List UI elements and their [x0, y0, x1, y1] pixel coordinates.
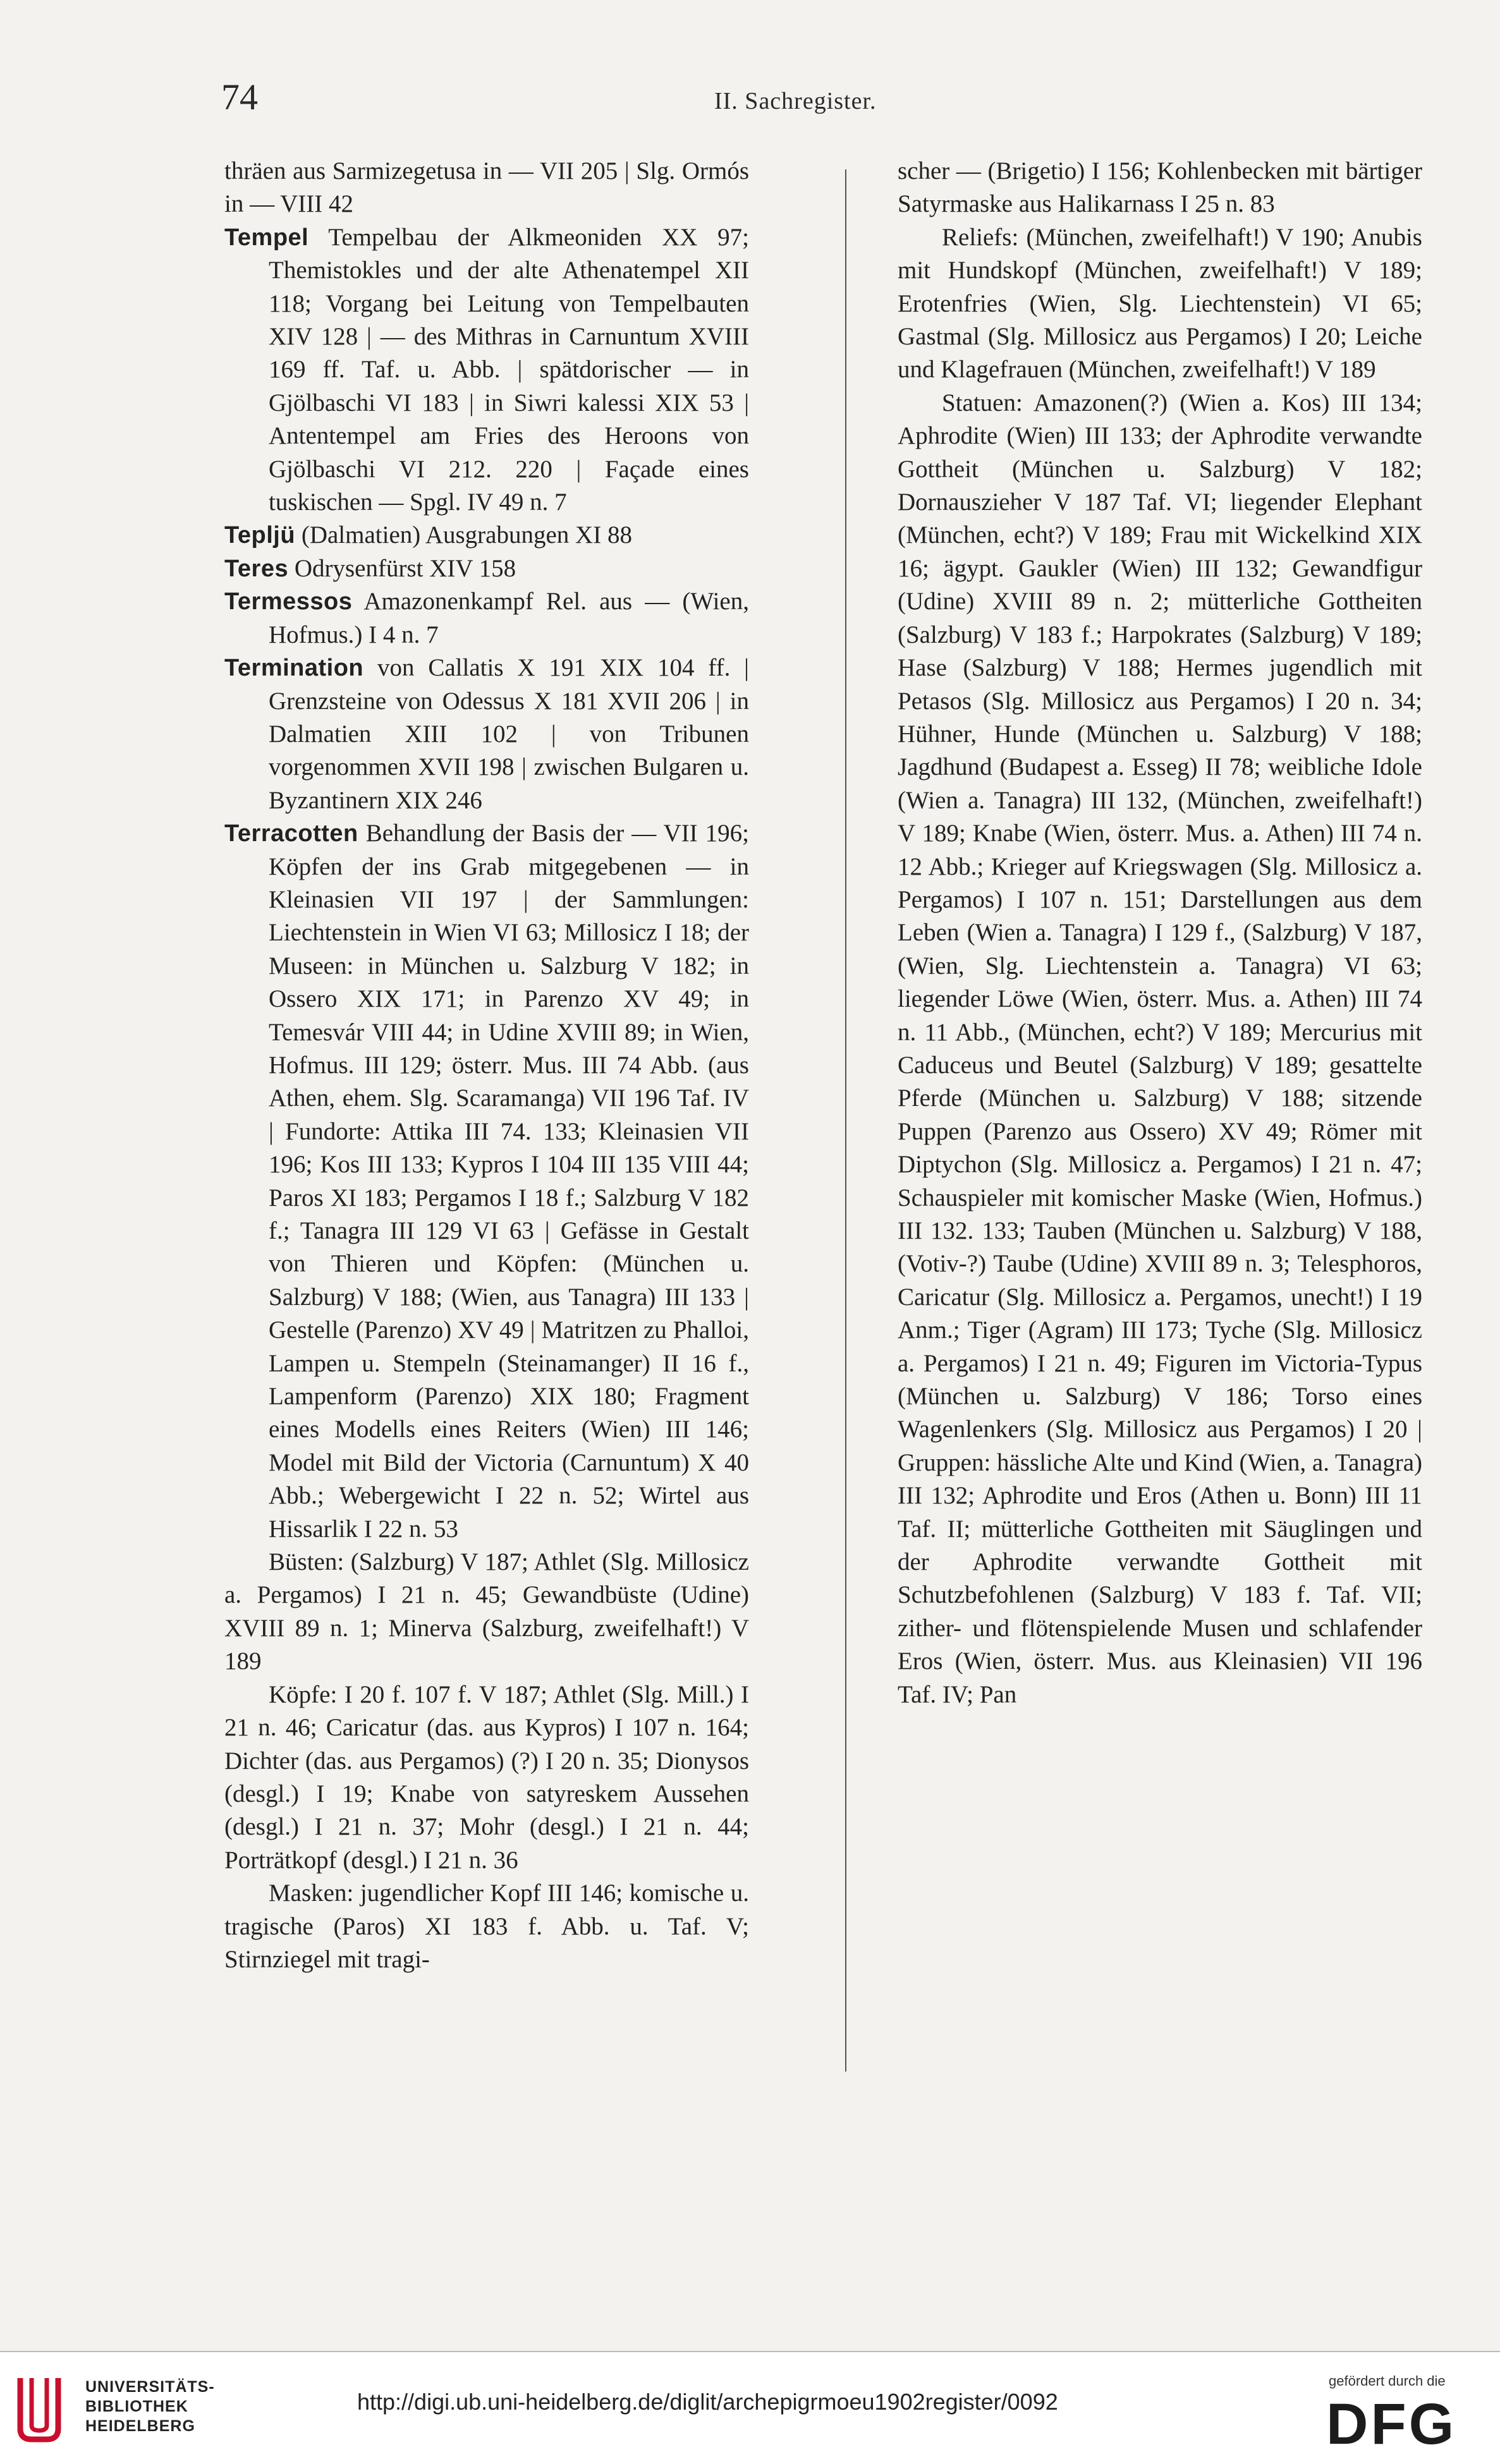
index-entry-text: Köpfe: I 20 f. 107 f. V 187; Athlet (Slg. Mill.) I 21 n. 46; Caricatur (das. aus Kypros) I 107 n. 164; Dichter (das. aus Pergamos) (?) I 20 n. 35; Dionysos (desgl.) I 19; Knabe von satyreskem Aussehen (desgl.) I 21 n. 37; Mohr (desgl.) I 21 n. 44; Porträtkopf (desgl.) I 21 n. 36 [224, 1680, 749, 1874]
source-url-link[interactable]: http://digi.ub.uni-heidelberg.de/diglit/archepigrmoeu1902register/0092 [357, 2389, 1058, 2415]
index-entry [224, 552, 749, 585]
funding-caption: gefördert durch die [1329, 2373, 1446, 2389]
library-name [85, 2377, 215, 2436]
index-lemma: Terracotten [224, 820, 358, 847]
index-entry [224, 585, 749, 652]
running-title: II. Sachregister. [714, 88, 877, 114]
index-lemma: Termessos [224, 588, 353, 616]
index-entry [224, 519, 749, 552]
index-entry-text: Odrysenfürst XIV 158 [288, 554, 516, 582]
index-entry [224, 221, 749, 519]
index-entry-continuation [224, 1877, 749, 1976]
index-entry-continuation [898, 155, 1422, 221]
index-entry-continuation [224, 155, 749, 221]
library-name-line: BIBLIOTHEK [85, 2398, 188, 2415]
index-lemma: Termination [224, 655, 364, 682]
index-entry-continuation [224, 1546, 749, 1678]
index-entry-text: Masken: jugendlicher Kopf III 146; komische u. tragische (Paros) XI 183 f. Abb. u. Taf. V; Stirnziegel mit tragi- [224, 1879, 749, 1973]
index-entry-text: Büsten: (Salzburg) V 187; Athlet (Slg. Millosicz a. Pergamos) I 21 n. 45; Gewandbüste (Udine) XVIII 89 n. 1; Minerva (Salzburg, zweifelhaft!) V 189 [224, 1548, 749, 1675]
index-entry [224, 652, 749, 817]
index-entry-continuation [898, 387, 1422, 1711]
library-name-line: UNIVERSITÄTS- [85, 2378, 215, 2396]
index-entry-continuation [224, 1678, 749, 1877]
index-entry-text: scher — (Brigetio) I 156; Kohlenbecken mit bärtiger Satyrmaske aus Halikarnass I 25 n. 83 [898, 157, 1422, 218]
left-column [224, 155, 749, 1976]
index-entry-text: (Dalmatien) Ausgrabungen XI 88 [295, 521, 632, 549]
index-entry-text: Amazonenkampf Rel. aus — (Wien, Hofmus.) I 4 n. 7 [269, 588, 749, 648]
page-header [221, 70, 1460, 133]
index-entry-continuation [898, 221, 1422, 387]
right-column [898, 155, 1422, 1711]
university-library-logo-icon [14, 2369, 64, 2444]
page-number: 74 [221, 76, 258, 118]
index-lemma: Tepljü [224, 522, 296, 549]
index-lemma: Tempel [224, 224, 309, 251]
index-entry-text: Reliefs: (München, zweifelhaft!) V 190; Anubis mit Hundskopf (München, zweifelhaft!) V 189; Erotenfries (Wien, Slg. Liechtenstein) VI 65; Gastmal (Slg. Millosicz aus Pergamos) I 20; Leiche und Klagefrauen (München, zweifelhaft!) V 189 [898, 223, 1422, 384]
index-entry-text: Behandlung der Basis der — VII 196; Köpfen der ins Grab mitgegebenen — in Kleinasien VII 197 | der Sammlungen: Liechtenstein in Wien VI 63; Millosicz I 18; der Museen: in München u. Salzburg V 182; in Ossero XIX 171; in Parenzo XV 49; in Temesvár VIII 44; in Udine XVIII 89; in Wien, Hofmus. III 129; österr. Mus. III 74 Abb. (aus Athen, ehem. Slg. Scaramanga) VII 196 Taf. IV | Fundorte: Attika III 74. 133; Kleinasien VII 196; Kos III 133; Kypros I 104 III 135 VIII 44; Paros XI 183; Pergamos I 18 f.; Salzburg V 182 f.; Tanagra III 129 VI 63 | Gefässe in Gestalt von Thieren und Köpfen: (München u. Salzburg) V 188; (Wien, aus Tanagra) III 133 | Gestelle (Parenzo) XV 49 | Matritzen zu Phalloi, Lampen u. Stempeln (Steinamanger) II 16 f., Lampenform (Parenzo) XIX 180; Fragment eines Modells eines Reiters (Wien) III 146; Model mit Bild der Victoria (Carnuntum) X 40 Abb.; Webergewicht I 22 n. 52; Wirtel aus Hissarlik I 22 n. 53 [269, 820, 749, 1543]
footer-divider [0, 2351, 1500, 2352]
index-entry-text: Tempelbau der Alkmeoniden XX 97; Themistokles und der alte Athenatempel XII 118; Vorgang bei Leitung von Tempelbauten XIV 128 | — des Mithras in Carnuntum XVIII 169 ff. Taf. u. Abb. | spätdorischer — in Gjölbaschi VI 183 | in Siwri kalessi XIX 53 | Antentempel am Fries des Heroons von Gjölbaschi VI 212. 220 | Façade eines tuskischen — Spgl. IV 49 n. 7 [269, 223, 749, 516]
index-lemma: Teres [224, 555, 289, 582]
index-entry-text: von Callatis X 191 XIX 104 ff. | Grenzsteine von Odessus X 181 XVII 206 | in Dalmatien XIII 102 | von Tribunen vorgenommen XVII 198 | zwischen Bulgaren u. Byzantinern XIX 246 [269, 654, 749, 814]
index-entry-text: thräen aus Sarmizegetusa in — VII 205 | Slg. Ormós in — VIII 42 [224, 157, 749, 218]
dfg-logo: DFG [1326, 2392, 1457, 2456]
library-name-line: HEIDELBERG [85, 2417, 195, 2435]
index-entry [224, 817, 749, 1546]
column-divider [845, 169, 846, 2072]
index-entry-text: Statuen: Amazonen(?) (Wien a. Kos) III 134; Aphrodite (Wien) III 133; der Aphrodite verwandte Gottheit (München u. Salzburg) V 182; Dornauszieher V 187 Taf. VI; liegender Elephant (München, echt?) V 189; Frau mit Wickelkind XIX 16; ägypt. Gaukler (Wien) III 132; Gewandfigur (Udine) XVIII 89 n. 2; mütterliche Gottheiten (Salzburg) V 183 f.; Harpokrates (Salzburg) V 189; Hase (Salzburg) V 188; Hermes jugendlich mit Petasos (Slg. Millosicz aus Pergamos) I 20 n. 34; Hühner, Hunde (München u. Salzburg) V 188; Jagdhund (Budapest a. Esseg) II 78; weibliche Idole (Wien a. Tanagra) III 132, (München, zweifelhaft!) V 189; Knabe (Wien, österr. Mus. a. Athen) III 74 n. 12 Abb.; Krieger auf Kriegswagen (Slg. Millosicz a. Pergamos) I 107 n. 151; Darstellungen aus dem Leben (Wien a. Tanagra) I 129 f., (Salzburg) V 187, (Wien, Slg. Liechtenstein a. Tanagra) VI 63; liegender Löwe (Wien, österr. Mus. a. Athen) III 74 n. 11 Abb., (München, echt?) V 189; Mercurius mit Caduceus und Beutel (Salzburg) V 189; gesattelte Pferde (München u. Salzburg) V 188; sitzende Puppen (Parenzo aus Ossero) XV 49; Römer mit Diptychon (Slg. Millosicz a. Pergamos) I 21 n. 47; Schauspieler mit komischer Maske (Wien, Hofmus.) III 132. 133; Tauben (München u. Salzburg) V 188, (Votiv-?) Taube (Udine) XVIII 89 n. 3; Telesphoros, Caricatur (Slg. Millosicz a. Pergamos, unecht!) I 19 Anm.; Tiger (Agram) III 173; Tyche (Slg. Millosicz a. Pergamos) I 21 n. 49; Figuren im Victoria-Typus (München u. Salzburg) V 186; Torso eines Wagenlenkers (Slg. Millosicz aus Pergamos) I 20 | Gruppen: hässliche Alte und Kind (Wien, a. Tanagra) III 132; Aphrodite und Eros (Athen u. Bonn) III 11 Taf. II; mütterliche Gottheiten mit Säuglingen und der Aphrodite verwandte Gottheit mit Schutzbefohlenen (Salzburg) V 183 f. Taf. VII; zither- und flötenspielende Musen und schlafender Eros (Wien, österr. Mus. aus Kleinasien) VII 196 Taf. IV; Pan [898, 389, 1422, 1708]
